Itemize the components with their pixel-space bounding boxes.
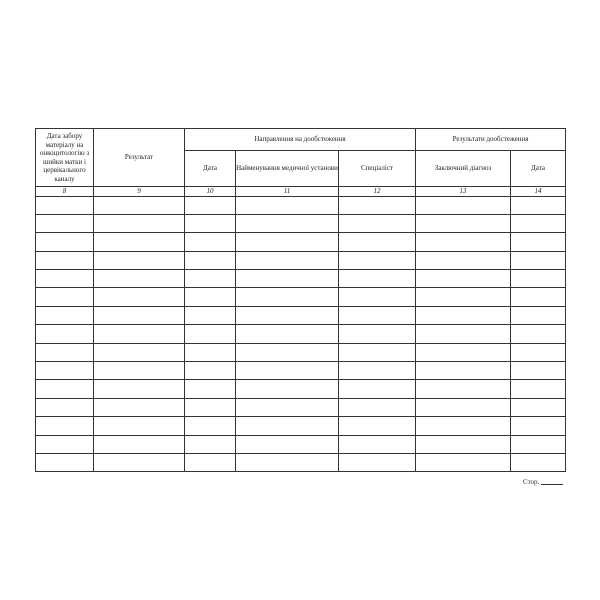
header-institution-name: Найменування медичної установи bbox=[236, 151, 339, 187]
table-cell[interactable] bbox=[339, 196, 416, 214]
table-cell[interactable] bbox=[511, 214, 566, 232]
table-cell[interactable] bbox=[236, 270, 339, 288]
table-cell[interactable] bbox=[36, 306, 94, 324]
table-cell[interactable] bbox=[339, 233, 416, 251]
table-row bbox=[36, 417, 566, 435]
table-cell[interactable] bbox=[94, 306, 185, 324]
table-cell[interactable] bbox=[339, 362, 416, 380]
table-row bbox=[36, 343, 566, 361]
table-row bbox=[36, 380, 566, 398]
header-result: Результат bbox=[94, 129, 185, 187]
table-cell[interactable] bbox=[185, 306, 236, 324]
table-cell[interactable] bbox=[94, 453, 185, 471]
table-cell[interactable] bbox=[36, 398, 94, 416]
table-cell[interactable] bbox=[185, 270, 236, 288]
header-specialist: Спеціаліст bbox=[339, 151, 416, 187]
table-cell[interactable] bbox=[339, 270, 416, 288]
table-cell[interactable] bbox=[94, 398, 185, 416]
column-number: 11 bbox=[236, 187, 339, 197]
table-cell[interactable] bbox=[416, 343, 511, 361]
table-cell[interactable] bbox=[185, 288, 236, 306]
table-body bbox=[36, 196, 566, 472]
table-cell[interactable] bbox=[511, 343, 566, 361]
table-row bbox=[36, 435, 566, 453]
table-cell[interactable] bbox=[236, 325, 339, 343]
table-cell[interactable] bbox=[185, 214, 236, 232]
table-cell[interactable] bbox=[339, 288, 416, 306]
table-row bbox=[36, 214, 566, 232]
table-cell[interactable] bbox=[339, 453, 416, 471]
table-cell[interactable] bbox=[236, 417, 339, 435]
header-referral-date: Дата bbox=[185, 151, 236, 187]
table-cell[interactable] bbox=[511, 251, 566, 269]
table-row bbox=[36, 233, 566, 251]
table-cell[interactable] bbox=[36, 453, 94, 471]
table-cell[interactable] bbox=[94, 417, 185, 435]
table-row bbox=[36, 270, 566, 288]
table-cell[interactable] bbox=[511, 288, 566, 306]
table-cell[interactable] bbox=[339, 306, 416, 324]
table-cell[interactable] bbox=[36, 251, 94, 269]
table-cell[interactable] bbox=[36, 214, 94, 232]
table-cell[interactable] bbox=[36, 380, 94, 398]
table-cell[interactable] bbox=[339, 251, 416, 269]
table-cell[interactable] bbox=[36, 325, 94, 343]
table-cell[interactable] bbox=[36, 435, 94, 453]
table-cell[interactable] bbox=[416, 288, 511, 306]
table-row bbox=[36, 325, 566, 343]
table-cell[interactable] bbox=[339, 380, 416, 398]
table-cell[interactable] bbox=[185, 233, 236, 251]
table-cell[interactable] bbox=[511, 270, 566, 288]
table-cell[interactable] bbox=[416, 233, 511, 251]
table-cell[interactable] bbox=[185, 196, 236, 214]
table-cell[interactable] bbox=[339, 398, 416, 416]
table-cell[interactable] bbox=[94, 196, 185, 214]
table-cell[interactable] bbox=[236, 306, 339, 324]
table-cell[interactable] bbox=[511, 233, 566, 251]
table-cell[interactable] bbox=[416, 325, 511, 343]
table-cell[interactable] bbox=[36, 343, 94, 361]
table-cell[interactable] bbox=[185, 380, 236, 398]
table-cell[interactable] bbox=[416, 362, 511, 380]
table-cell[interactable] bbox=[94, 233, 185, 251]
table-row bbox=[36, 196, 566, 214]
table-cell[interactable] bbox=[416, 417, 511, 435]
header-sample-date: Дата забору матеріалу на онкоцитологію з шийки матки і цервікального каналу bbox=[36, 129, 94, 187]
table-cell[interactable] bbox=[416, 251, 511, 269]
table-cell[interactable] bbox=[339, 214, 416, 232]
table-cell[interactable] bbox=[416, 398, 511, 416]
column-number-row bbox=[36, 187, 566, 197]
table-cell[interactable] bbox=[36, 362, 94, 380]
table-cell[interactable] bbox=[236, 362, 339, 380]
header-results-group: Результати дообстеження bbox=[416, 129, 566, 151]
page-label: Стор. bbox=[523, 478, 540, 486]
table-cell[interactable] bbox=[416, 306, 511, 324]
table-cell[interactable] bbox=[511, 453, 566, 471]
table-cell[interactable] bbox=[185, 343, 236, 361]
table-cell[interactable] bbox=[339, 435, 416, 453]
table-row bbox=[36, 398, 566, 416]
table-cell[interactable] bbox=[94, 270, 185, 288]
table-row bbox=[36, 251, 566, 269]
table-cell[interactable] bbox=[416, 380, 511, 398]
table-cell[interactable] bbox=[36, 270, 94, 288]
table-cell[interactable] bbox=[511, 398, 566, 416]
table-cell[interactable] bbox=[416, 435, 511, 453]
column-number: 14 bbox=[511, 187, 566, 197]
header-result-date: Дата bbox=[511, 151, 566, 187]
column-number: 12 bbox=[339, 187, 416, 197]
table-cell[interactable] bbox=[94, 343, 185, 361]
table-cell[interactable] bbox=[511, 435, 566, 453]
table-cell[interactable] bbox=[36, 417, 94, 435]
table-cell[interactable] bbox=[416, 453, 511, 471]
table-cell[interactable] bbox=[94, 380, 185, 398]
table-cell[interactable] bbox=[236, 196, 339, 214]
page-number-field bbox=[523, 478, 563, 486]
table-cell[interactable] bbox=[185, 453, 236, 471]
table-cell[interactable] bbox=[94, 435, 185, 453]
register-table bbox=[35, 128, 566, 472]
table-cell[interactable] bbox=[236, 398, 339, 416]
column-number: 13 bbox=[416, 187, 511, 197]
table-cell[interactable] bbox=[339, 417, 416, 435]
table-cell[interactable] bbox=[36, 196, 94, 214]
table-cell[interactable] bbox=[36, 233, 94, 251]
table-cell[interactable] bbox=[185, 325, 236, 343]
column-number: 9 bbox=[94, 187, 185, 197]
table-cell[interactable] bbox=[416, 196, 511, 214]
table-cell[interactable] bbox=[236, 453, 339, 471]
table-cell[interactable] bbox=[236, 233, 339, 251]
table-cell[interactable] bbox=[236, 343, 339, 361]
table-cell[interactable] bbox=[339, 343, 416, 361]
table-cell[interactable] bbox=[36, 288, 94, 306]
table-cell[interactable] bbox=[94, 362, 185, 380]
table-cell[interactable] bbox=[185, 435, 236, 453]
table-cell[interactable] bbox=[185, 417, 236, 435]
table-cell[interactable] bbox=[236, 251, 339, 269]
table-cell[interactable] bbox=[511, 362, 566, 380]
table-cell[interactable] bbox=[236, 435, 339, 453]
table-cell[interactable] bbox=[185, 251, 236, 269]
table-row bbox=[36, 362, 566, 380]
table-row bbox=[36, 306, 566, 324]
header-final-diagnosis: Заключний діагноз bbox=[416, 151, 511, 187]
table-cell[interactable] bbox=[416, 270, 511, 288]
header-referral-group: Направлення на дообстеження bbox=[185, 129, 416, 151]
table-cell[interactable] bbox=[236, 214, 339, 232]
table-cell[interactable] bbox=[94, 325, 185, 343]
table-cell[interactable] bbox=[236, 380, 339, 398]
table-cell[interactable] bbox=[511, 306, 566, 324]
table-cell[interactable] bbox=[185, 398, 236, 416]
table-cell[interactable] bbox=[236, 288, 339, 306]
column-number: 8 bbox=[36, 187, 94, 197]
table-row bbox=[36, 288, 566, 306]
page-number-blank[interactable] bbox=[541, 484, 563, 485]
table-cell[interactable] bbox=[339, 325, 416, 343]
table-cell[interactable] bbox=[94, 214, 185, 232]
table-cell[interactable] bbox=[416, 214, 511, 232]
table-row bbox=[36, 453, 566, 471]
table-cell[interactable] bbox=[185, 362, 236, 380]
table-cell[interactable] bbox=[94, 288, 185, 306]
table-cell[interactable] bbox=[511, 196, 566, 214]
table-cell[interactable] bbox=[511, 325, 566, 343]
table-cell[interactable] bbox=[94, 251, 185, 269]
table-cell[interactable] bbox=[511, 417, 566, 435]
table-cell[interactable] bbox=[511, 380, 566, 398]
column-number: 10 bbox=[185, 187, 236, 197]
